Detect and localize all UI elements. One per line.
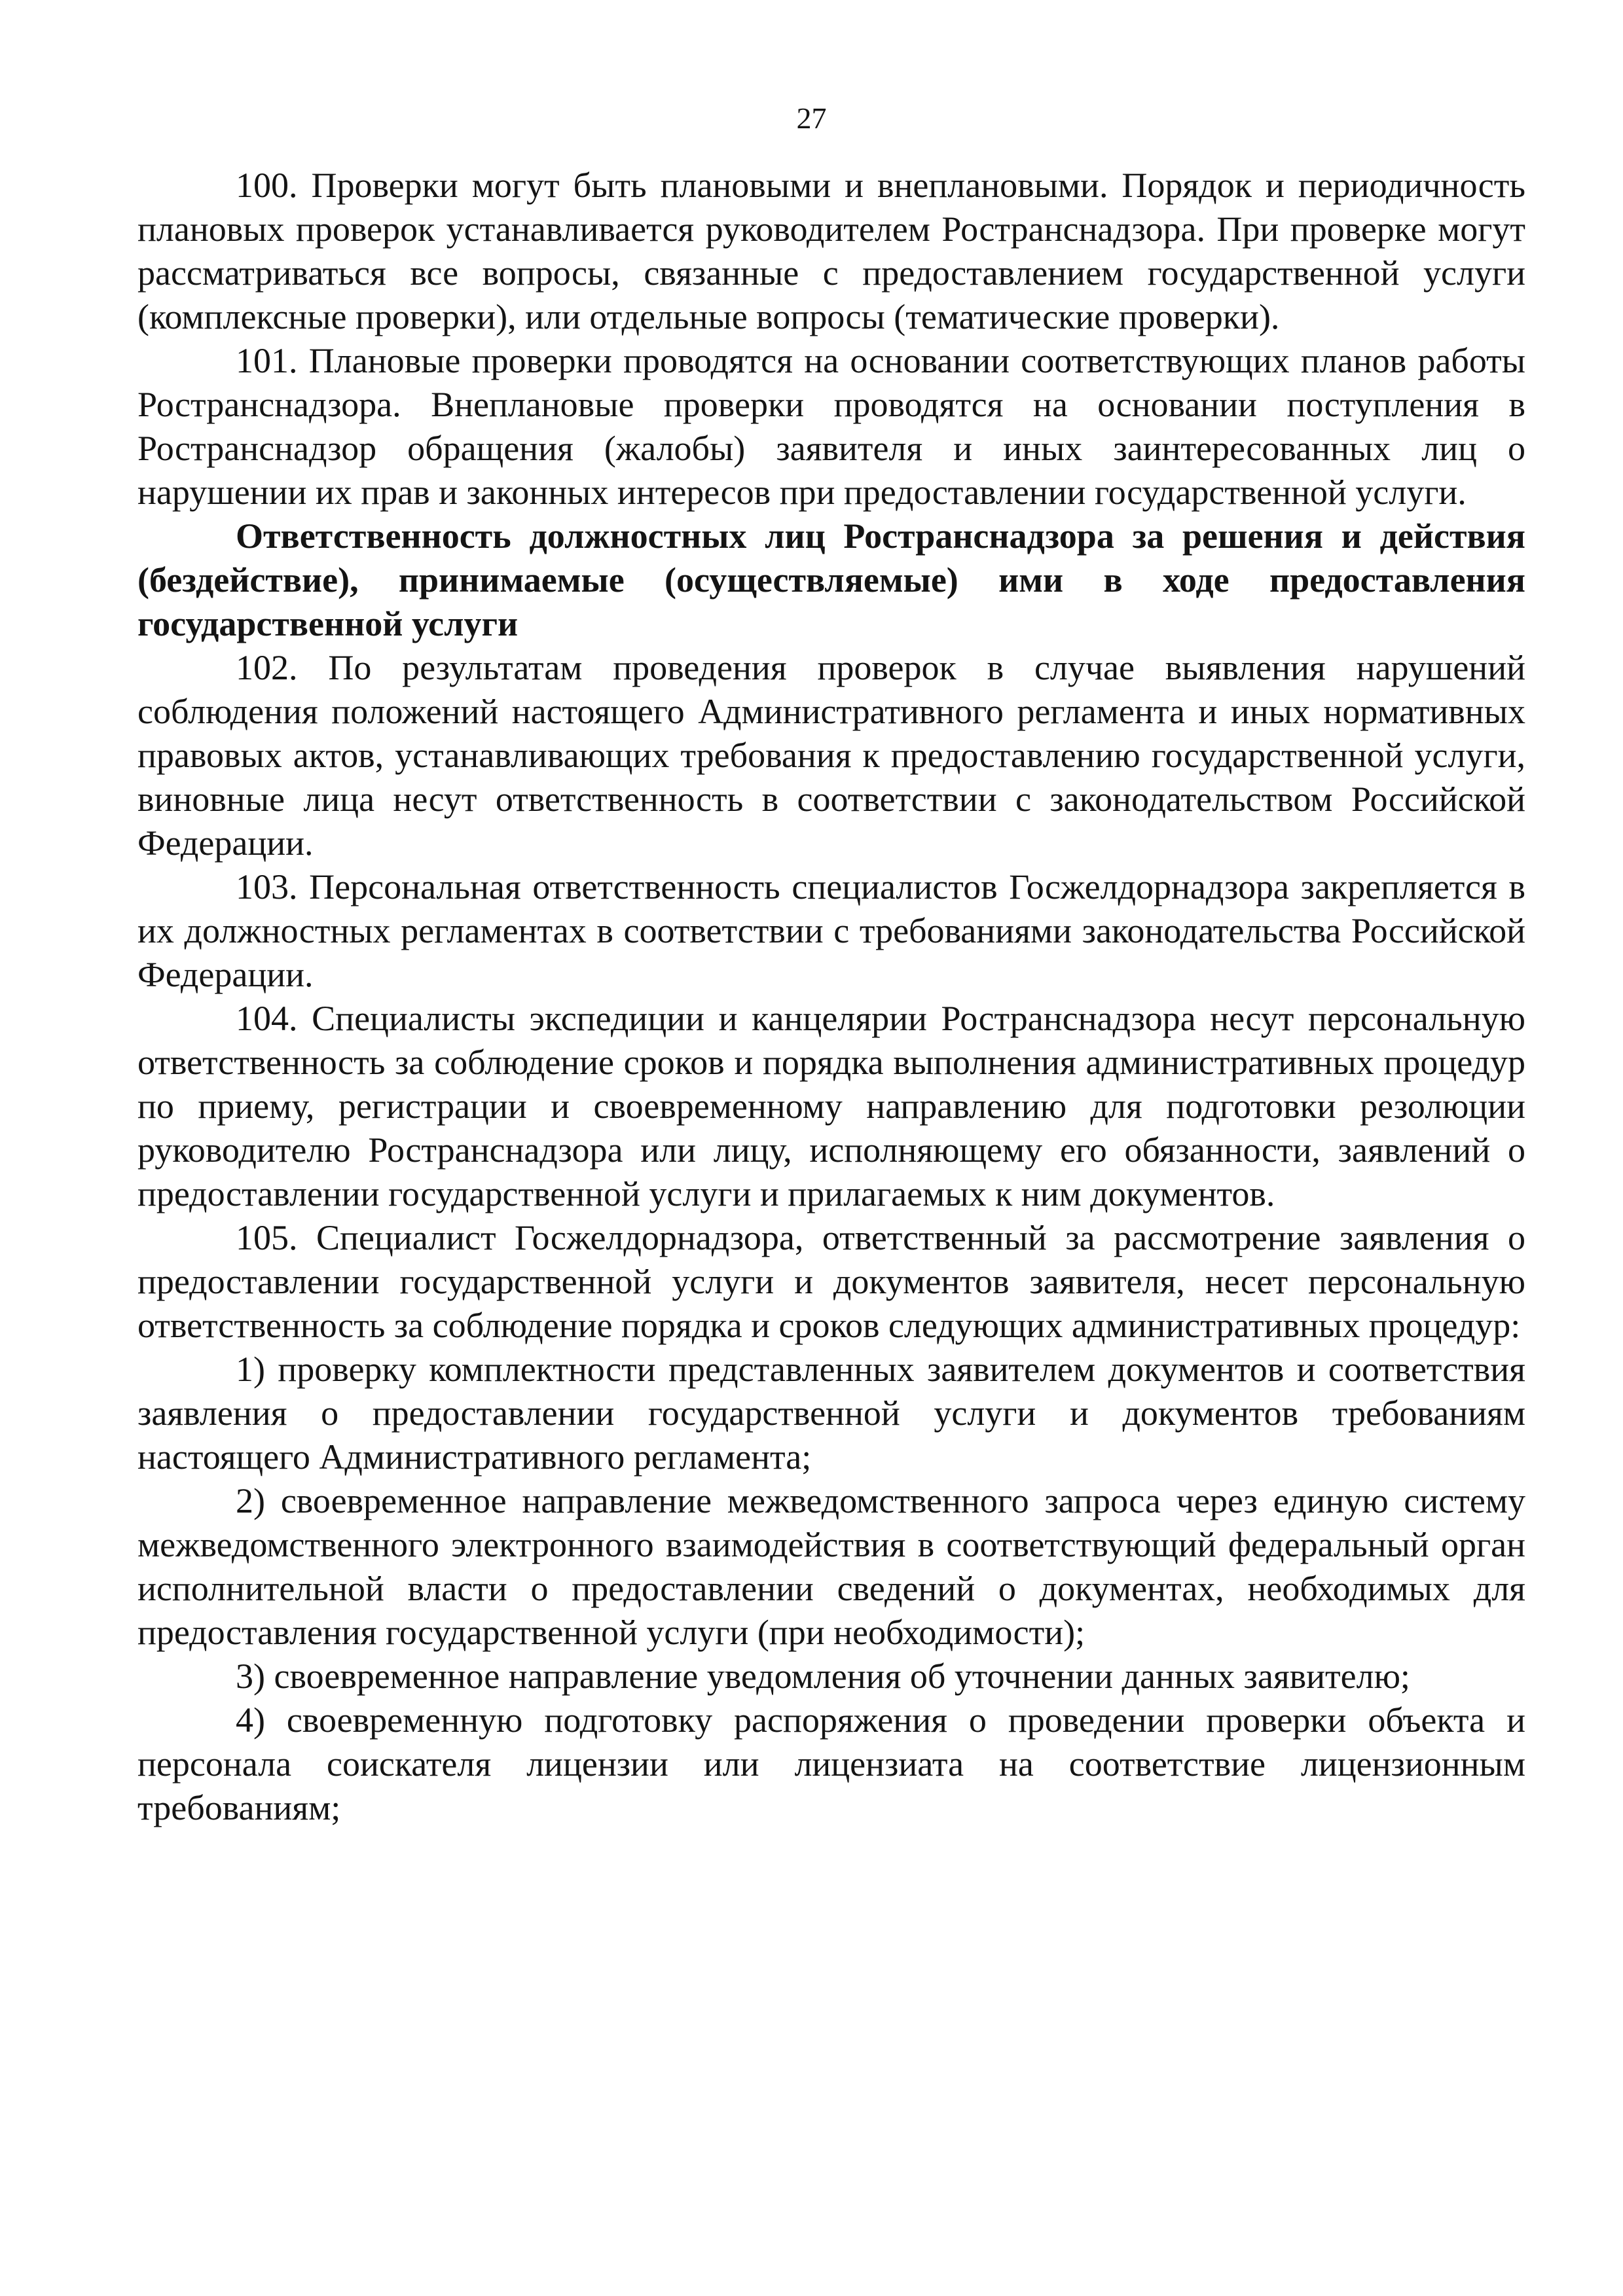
paragraph-102: 102. По результатам проведения проверок в случае выявления нарушений соблюдения положений настоящего Административного регламента и иных нормативных правовых актов, устанавливающих требования к предоставлению государственной услуги, виновные лица несут ответственность в соответствии с законодательством Российской Федерации. xyxy=(137,648,1525,863)
section-heading: Ответственность должностных лиц Ространснадзора за решения и действия (бездействие), принимаемые (осуществляемые) ими в ходе предоставления государственной услуги xyxy=(137,516,1525,643)
list-item-3: 3) своевременное направление уведомления об уточнении данных заявителю; xyxy=(236,1657,1410,1696)
document-body xyxy=(137,164,1525,1830)
paragraph-104: 104. Специалисты экспедиции и канцелярии Ространснадзора несут персональную ответственность за соблюдение сроков и порядка выполнения административных процедур по приему, регистрации и своевременному направлению для подготовки резолюции руководителю Ространснадзора или лицу, исполняющему его обязанности, заявлений о предоставлении государственной услуги и прилагаемых к ним документов. xyxy=(137,999,1525,1213)
paragraph-103: 103. Персональная ответственность специалистов Госжелдорнадзора закрепляется в их должностных регламентах в соответствии с требованиями законодательства Российской Федерации. xyxy=(137,867,1525,994)
list-item-2: 2) своевременное направление межведомственного запроса через единую систему межведомственного электронного взаимодействия в соответствующий федеральный орган исполнительной власти о предоставлении сведений о документах, необходимых для предоставления государственной услуги (при необходимости); xyxy=(137,1481,1525,1652)
paragraph-105: 105. Специалист Госжелдорнадзора, ответственный за рассмотрение заявления о предоставлении государственной услуги и документов заявителя, несет персональную ответственность за соблюдение порядка и сроков следующих административных процедур: xyxy=(137,1218,1525,1345)
paragraph-101: 101. Плановые проверки проводятся на основании соответствующих планов работы Ространснадзора. Внеплановые проверки проводятся на основании поступления в Ространснадзор обращения (жалобы) заявителя и иных заинтересованных лиц о нарушении их прав и законных интересов при предоставлении государственной услуги. xyxy=(137,341,1525,512)
list-item-4: 4) своевременную подготовку распоряжения о проведении проверки объекта и персонала соискателя лицензии или лицензиата на соответствие лицензионным требованиям; xyxy=(137,1700,1525,1827)
page-number: 27 xyxy=(796,101,827,135)
paragraph-100: 100. Проверки могут быть плановыми и внеплановыми. Порядок и периодичность плановых проверок устанавливается руководителем Ространснадзора. При проверке могут рассматриваться все вопросы, связанные с предоставлением государственной услуги (комплексные проверки), или отдельные вопросы (тематические проверки). xyxy=(137,166,1525,336)
list-item-1: 1) проверку комплектности представленных заявителем документов и соответствия заявления о предоставлении государственной услуги и документов требованиям настоящего Административного регламента; xyxy=(137,1350,1525,1477)
